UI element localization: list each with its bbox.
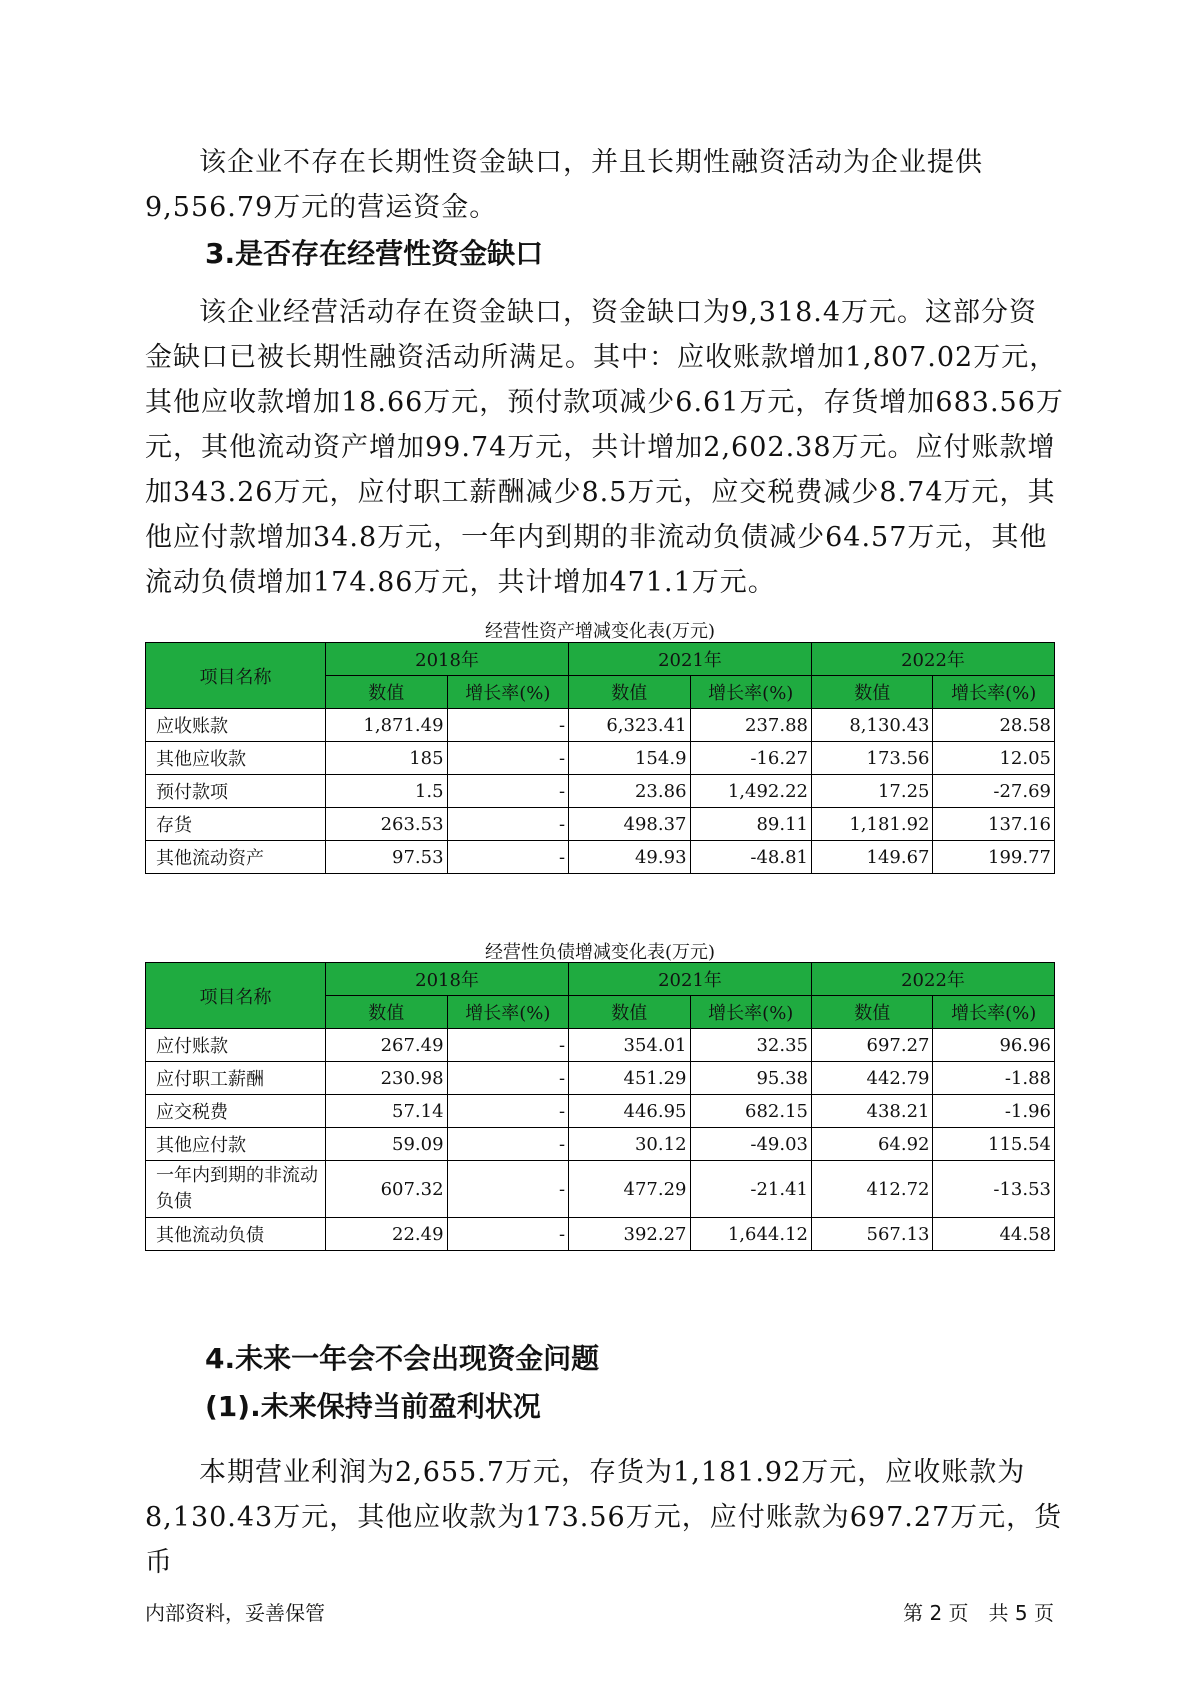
cell-rate: 115.54 — [933, 1128, 1055, 1161]
cell-rate: - — [447, 841, 568, 874]
cell-value: 23.86 — [569, 775, 690, 808]
cell-value: 230.98 — [326, 1062, 447, 1095]
value-column-header: 数值 — [569, 996, 690, 1029]
cell-rate: 12.05 — [933, 742, 1055, 775]
table2-caption: 经营性负债增减变化表(万元) — [484, 942, 716, 963]
rate-column-header: 增长率(%) — [933, 676, 1055, 709]
year-header: 2018年 — [326, 643, 569, 676]
cell-value: 173.56 — [812, 742, 933, 775]
cell-value: 267.49 — [326, 1029, 447, 1062]
cell-value: 446.95 — [569, 1095, 690, 1128]
cell-value: 59.09 — [326, 1128, 447, 1161]
cell-rate: - — [447, 775, 568, 808]
table-row — [146, 1128, 1055, 1161]
table-row — [146, 742, 1055, 775]
cell-value: 17.25 — [812, 775, 933, 808]
operating-liabilities-table — [145, 962, 1055, 1251]
cell-rate: 32.35 — [690, 1029, 811, 1062]
cell-rate: -21.41 — [690, 1161, 811, 1218]
cell-rate: - — [447, 1062, 568, 1095]
cell-value: 354.01 — [569, 1029, 690, 1062]
rate-column-header: 增长率(%) — [690, 676, 811, 709]
cell-value: 49.93 — [569, 841, 690, 874]
section-heading-3: 3.是否存在经营性资金缺口 — [205, 237, 544, 270]
row-name: 应付账款 — [146, 1029, 326, 1062]
cell-rate: 1,492.22 — [690, 775, 811, 808]
cell-rate: 199.77 — [933, 841, 1055, 874]
value-column-header: 数值 — [812, 996, 933, 1029]
footer-page-number: 第 2 页 共 5 页 — [903, 1601, 1054, 1625]
cell-value: 442.79 — [812, 1062, 933, 1095]
table-row — [146, 775, 1055, 808]
paragraph-long-term-funding: 该企业不存在长期性资金缺口，并且长期性融资活动为企业提供9,556.79万元的营运资金。 — [145, 147, 983, 223]
row-name: 应收账款 — [146, 709, 326, 742]
cell-rate: -49.03 — [690, 1128, 811, 1161]
cell-rate: - — [447, 808, 568, 841]
paragraph-future-profit: 本期营业利润为2,655.7万元，存货为1,181.92万元，应收账款为8,130.43万元，其他应收款为173.56万元，应付账款为697.27万元，货币 — [145, 1457, 1063, 1578]
cell-rate: 96.96 — [933, 1029, 1055, 1062]
table-row — [146, 1218, 1055, 1251]
cell-value: 1,181.92 — [812, 808, 933, 841]
footer-confidential-note: 内部资料，妥善保管 — [145, 1601, 325, 1625]
cell-rate: -48.81 — [690, 841, 811, 874]
cell-rate: 95.38 — [690, 1062, 811, 1095]
row-name: 其他流动负债 — [146, 1218, 326, 1251]
year-header: 2022年 — [812, 643, 1055, 676]
value-column-header: 数值 — [326, 996, 447, 1029]
name-column-header: 项目名称 — [146, 643, 326, 709]
cell-rate: - — [447, 1095, 568, 1128]
row-name: 应付职工薪酬 — [146, 1062, 326, 1095]
cell-rate: - — [447, 1029, 568, 1062]
cell-value: 412.72 — [812, 1161, 933, 1218]
subsection-heading-4-1: (1).未来保持当前盈利状况 — [205, 1390, 541, 1423]
cell-rate: - — [447, 1161, 568, 1218]
cell-value: 154.9 — [569, 742, 690, 775]
rate-column-header: 增长率(%) — [447, 676, 568, 709]
cell-value: 22.49 — [326, 1218, 447, 1251]
cell-value: 477.29 — [569, 1161, 690, 1218]
cell-value: 451.29 — [569, 1062, 690, 1095]
table-row — [146, 808, 1055, 841]
cell-rate: 137.16 — [933, 808, 1055, 841]
cell-value: 1,871.49 — [326, 709, 447, 742]
table-row — [146, 1161, 1055, 1218]
row-name: 其他应收款 — [146, 742, 326, 775]
table-row — [146, 1029, 1055, 1062]
table1-caption: 经营性资产增减变化表(万元) — [484, 621, 716, 642]
cell-rate: 28.58 — [933, 709, 1055, 742]
cell-rate: -1.96 — [933, 1095, 1055, 1128]
cell-value: 263.53 — [326, 808, 447, 841]
cell-rate: 1,644.12 — [690, 1218, 811, 1251]
row-name: 存货 — [146, 808, 326, 841]
cell-value: 30.12 — [569, 1128, 690, 1161]
cell-rate: - — [447, 709, 568, 742]
cell-value: 392.27 — [569, 1218, 690, 1251]
cell-value: 498.37 — [569, 808, 690, 841]
cell-value: 1.5 — [326, 775, 447, 808]
cell-value: 149.67 — [812, 841, 933, 874]
cell-rate: 682.15 — [690, 1095, 811, 1128]
value-column-header: 数值 — [812, 676, 933, 709]
cell-value: 185 — [326, 742, 447, 775]
cell-value: 697.27 — [812, 1029, 933, 1062]
year-header: 2022年 — [812, 963, 1055, 996]
table-row — [146, 841, 1055, 874]
cell-value: 438.21 — [812, 1095, 933, 1128]
section-heading-4: 4.未来一年会不会出现资金问题 — [205, 1342, 600, 1375]
cell-rate: -1.88 — [933, 1062, 1055, 1095]
table-row — [146, 709, 1055, 742]
rate-column-header: 增长率(%) — [447, 996, 568, 1029]
row-name: 其他流动资产 — [146, 841, 326, 874]
row-name: 其他应付款 — [146, 1128, 326, 1161]
rate-column-header: 增长率(%) — [690, 996, 811, 1029]
cell-value: 607.32 — [326, 1161, 447, 1218]
cell-value: 97.53 — [326, 841, 447, 874]
year-header: 2021年 — [569, 963, 812, 996]
table-row — [146, 1062, 1055, 1095]
paragraph-operating-gap: 该企业经营活动存在资金缺口，资金缺口为9,318.4万元。这部分资金缺口已被长期性融资活动所满足。其中：应收账款增加1,807.02万元，其他应收款增加18.66万元，预付款项减少6.61万元，存货增加683.56万元，其他流动资产增加99.74万元，共计增加2,602.38万元。应付账款增加343.26万元，应付职工薪酬减少8.5万元，应交税费减少8.74万元，其他应付款增加34.8万元，一年内到期的非流动负债减少64.57万元，其他流动负债增加174.86万元，共计增加471.1万元。 — [145, 297, 1064, 598]
operating-assets-table — [145, 642, 1055, 874]
cell-rate: 44.58 — [933, 1218, 1055, 1251]
cell-rate: -16.27 — [690, 742, 811, 775]
value-column-header: 数值 — [326, 676, 447, 709]
row-name: 应交税费 — [146, 1095, 326, 1128]
cell-rate: 237.88 — [690, 709, 811, 742]
cell-rate: -13.53 — [933, 1161, 1055, 1218]
cell-value: 57.14 — [326, 1095, 447, 1128]
cell-value: 8,130.43 — [812, 709, 933, 742]
cell-rate: - — [447, 1218, 568, 1251]
rate-column-header: 增长率(%) — [933, 996, 1055, 1029]
row-name: 一年内到期的非流动负债 — [146, 1161, 326, 1218]
cell-value: 6,323.41 — [569, 709, 690, 742]
cell-rate: -27.69 — [933, 775, 1055, 808]
cell-value: 567.13 — [812, 1218, 933, 1251]
cell-rate: 89.11 — [690, 808, 811, 841]
cell-rate: - — [447, 1128, 568, 1161]
value-column-header: 数值 — [569, 676, 690, 709]
year-header: 2021年 — [569, 643, 812, 676]
name-column-header: 项目名称 — [146, 963, 326, 1029]
year-header: 2018年 — [326, 963, 569, 996]
cell-rate: - — [447, 742, 568, 775]
table-row — [146, 1095, 1055, 1128]
cell-value: 64.92 — [812, 1128, 933, 1161]
row-name: 预付款项 — [146, 775, 326, 808]
